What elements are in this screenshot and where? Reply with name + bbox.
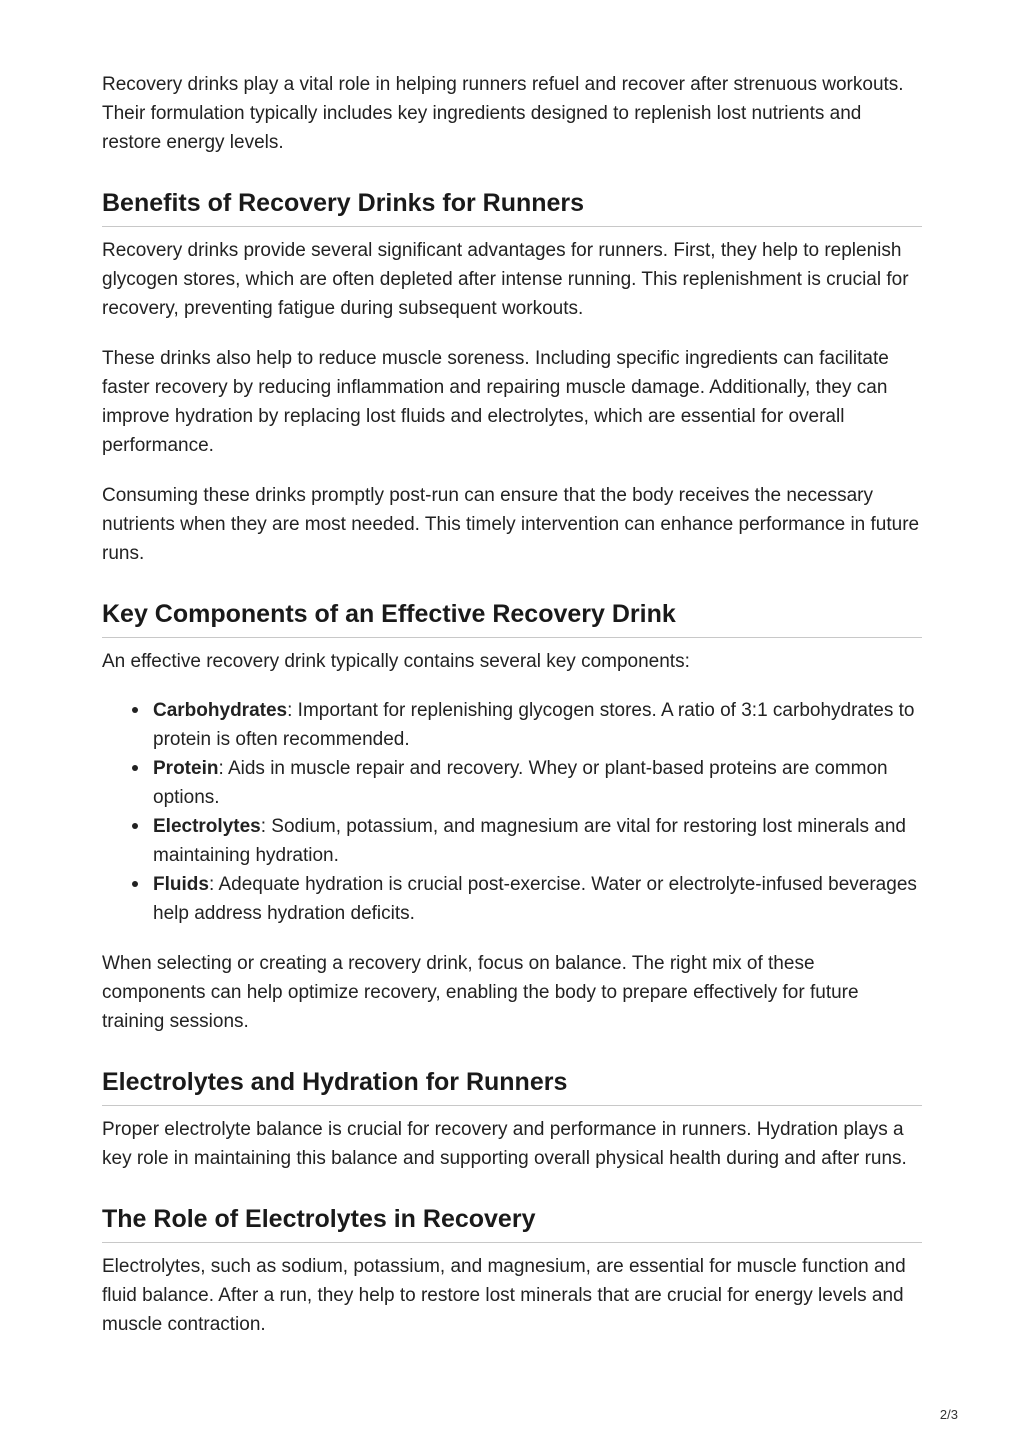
intro-paragraph: Recovery drinks play a vital role in helping runners refuel and recover after strenuous workouts. Their formulation typically includes key ingredients designed to replenish lost nutrients and restore energy levels. bbox=[102, 74, 904, 153]
section-heading-key-components: Key Components of an Effective Recovery Drink bbox=[102, 599, 922, 638]
list-item-carbohydrates bbox=[153, 696, 922, 754]
bullet-icon bbox=[132, 881, 138, 887]
list-item-electrolytes bbox=[153, 812, 922, 870]
key-components-list bbox=[102, 696, 922, 928]
list-item-term: Protein bbox=[153, 758, 219, 779]
list-item-term: Carbohydrates bbox=[153, 700, 288, 721]
section-heading-electrolytes-hydration: Electrolytes and Hydration for Runners bbox=[102, 1067, 922, 1106]
section-heading-role-of-electrolytes: The Role of Electrolytes in Recovery bbox=[102, 1204, 922, 1243]
bullet-icon bbox=[132, 707, 138, 713]
list-item-term: Fluids bbox=[153, 874, 209, 895]
list-item-text: : Sodium, potassium, and magnesium are vital for restoring lost minerals and maintaining hydration. bbox=[153, 816, 906, 866]
bullet-icon bbox=[132, 823, 138, 829]
key-components-closing: When selecting or creating a recovery drink, focus on balance. The right mix of these components can help optimize recovery, enabling the body to prepare effectively for future training sessions. bbox=[102, 953, 859, 1032]
list-item-protein bbox=[153, 754, 922, 812]
benefits-paragraph-2: These drinks also help to reduce muscle soreness. Including specific ingredients can facilitate faster recovery by reducing inflammation and repairing muscle damage. Additionally, they can improve hydration by replacing lost fluids and electrolytes, which are essential for overall performance. bbox=[102, 348, 889, 456]
benefits-paragraph-3: Consuming these drinks promptly post-run can ensure that the body receives the necessary nutrients when they are most needed. This timely intervention can enhance performance in future runs. bbox=[102, 485, 920, 564]
list-item-fluids bbox=[153, 870, 922, 928]
key-components-lead: An effective recovery drink typically contains several key components: bbox=[102, 651, 690, 672]
section-heading-benefits: Benefits of Recovery Drinks for Runners bbox=[102, 188, 922, 227]
electrolytes-hydration-paragraph: Proper electrolyte balance is crucial for recovery and performance in runners. Hydration plays a key role in maintaining this balance and supporting overall physical health during and after runs. bbox=[102, 1119, 907, 1169]
list-item-term: Electrolytes bbox=[153, 816, 261, 837]
bullet-icon bbox=[132, 765, 138, 771]
benefits-paragraph-1: Recovery drinks provide several significant advantages for runners. First, they help to replenish glycogen stores, which are often depleted after intense running. This replenishment is crucial for recovery, preventing fatigue during subsequent workouts. bbox=[102, 240, 909, 319]
document-page bbox=[102, 70, 922, 1339]
page-number: 2/3 bbox=[939, 1407, 958, 1422]
role-of-electrolytes-paragraph: Electrolytes, such as sodium, potassium, and magnesium, are essential for muscle function and fluid balance. After a run, they help to restore lost minerals that are crucial for energy levels and muscle contraction. bbox=[102, 1256, 906, 1335]
list-item-text: : Adequate hydration is crucial post-exercise. Water or electrolyte-infused beverages help address hydration deficits. bbox=[153, 874, 917, 924]
list-item-text: : Aids in muscle repair and recovery. Whey or plant-based proteins are common options. bbox=[153, 758, 888, 808]
list-item-text: : Important for replenishing glycogen stores. A ratio of 3:1 carbohydrates to protein is often recommended. bbox=[153, 700, 915, 750]
